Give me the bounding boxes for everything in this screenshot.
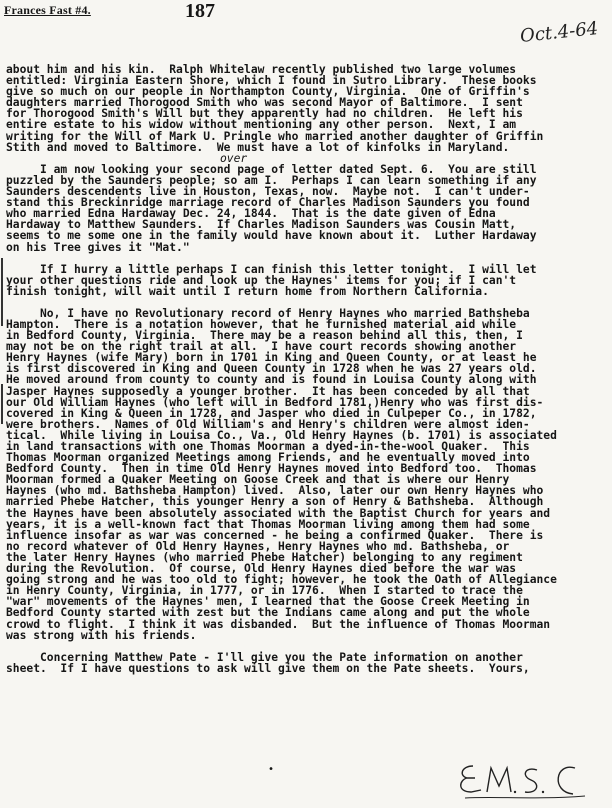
signature-initials <box>455 756 590 802</box>
letter-line: Hardaway to Matthew Saunders. If Charles Madison Saunders was Cousin Matt, <box>6 218 517 232</box>
letter-line: tical. While living in Louisa Co., Va., Old Henry Haynes (b. 1701) is associated <box>6 428 557 442</box>
page-number: 187 <box>185 0 215 22</box>
letter-line: entitled: Virginia Eastern Shore, which I found in Sutro Library. These books <box>6 74 537 88</box>
letter-line: puzzled by the Saunders people; so am I. Perhaps I can learn something if any <box>6 173 537 187</box>
letter-line: no record whatever of Old Henry Haynes, Henry Haynes who md. Bathsheba, or <box>6 539 510 553</box>
margin-mark <box>1 258 3 326</box>
letter-line: He moved around from county to county and is found in Louisa County along with <box>6 373 537 387</box>
letter-line: who married Edna Hardaway Dec. 24, 1844. That is the date given of Edna <box>6 207 496 221</box>
letter-line: If I hurry a little perhaps I can finish this letter tonight. I will let <box>6 262 537 276</box>
letter-line: give so much on our people in Northampton County, Virginia. One of Griffin's <box>6 85 530 99</box>
letter-line: about him and his kin. Ralph Whitelaw recently published two large volumes <box>6 63 517 76</box>
letter-line: Stith and moved to Baltimore. We must have a lot of kinfolks in Maryland. <box>6 140 510 154</box>
letter-line: daughters married Thorogood Smith who was second Mayor of Baltimore. I sent <box>6 96 523 110</box>
letter-line: influence insofar as war was concerned - he being a confirmed Quaker. There is <box>6 528 544 542</box>
letter-line: Concerning Matthew Pate - I'll give you the Pate information on another <box>6 650 523 664</box>
letter-line: I am now looking your second page of letter dated Sept. 6. You are still <box>6 162 537 176</box>
letter-line: on his Tree gives it "Mat." <box>6 240 190 254</box>
letter-line: finish tonight, will wait until I return home from Northern California. <box>6 284 489 298</box>
over-note: over <box>220 151 248 165</box>
letter-line: entire estate to his widow without mentioning any other person. Next, I am <box>6 118 517 132</box>
letter-line: the later Henry Haynes (who married Phebe Hatcher) belonging to any regiment <box>6 550 523 564</box>
letter-line: Moorman formed a Quaker Meeting on Goose Creek and that is where our Henry <box>6 473 510 487</box>
handwritten-date: Oct.4-64 <box>519 17 600 48</box>
letter-line: Bedford County. Then in time Old Henry Haynes moved into Bedford too. Thomas <box>6 462 537 476</box>
letter-paragraph <box>6 264 608 297</box>
letter-line: married Phebe Hatcher, this younger Henry a son of Henry & Bathsheba. Although <box>6 495 544 509</box>
letter-line: Thomas Moorman organized Meetings among Friends, and he eventually moved into <box>6 451 530 465</box>
letter-line: for Thorogood Smith's Will but they apparently had no children. He left his <box>6 107 523 121</box>
letter-paragraph <box>6 652 608 674</box>
letter-line: during the Revolution. Of course, Old Henry Haynes died before the war was <box>6 562 517 576</box>
letter-line: were brothers. Names of Old William's and Henry's children were almost iden- <box>6 417 530 431</box>
header-title: Frances Fast #4. <box>4 3 91 17</box>
letter-line: Hampton. There is a notation however, that he furnished material aid while <box>6 317 517 331</box>
letter-line: stand this Breckinridge marriage record of Charles Madison Saunders you found <box>6 196 530 210</box>
letter-line: covered in King & Queen in 1728, and Jasper who died in Culpeper Co., in 1782, <box>6 406 537 420</box>
ink-mark: • <box>268 764 275 775</box>
letter-line: years, it is a well-known fact that Thomas Moorman living among them had some <box>6 517 530 531</box>
letter-paragraph <box>6 153 608 253</box>
letter-line: going strong and he was too old to fight; however, he took the Oath of Allegiance <box>6 573 557 587</box>
margin-mark <box>1 384 3 424</box>
letter-line: Haynes (who md. Bathsheba Hampton) lived. Also, later our own Henry Haynes who <box>6 484 544 498</box>
letter-body <box>6 64 608 674</box>
letter-line: in Bedford County, Virginia. There may be a reason behind all this, then, I <box>6 329 523 343</box>
letter-line: your other questions ride and look up the Haynes' items for you; if I can't <box>6 273 517 287</box>
letter-paragraph <box>6 64 608 153</box>
letter-line: the Haynes have been absolutely associated with the Baptist Church for years and <box>6 506 551 520</box>
letter-line: in land transactions with one Thomas Moorman a dyed-in-the-wool Quaker. This <box>6 440 530 453</box>
letter-line: writing for the Will of Mark U. Pringle who married another daughter of Griffin <box>6 129 544 143</box>
letter-line: "war" movements of the Haynes' men, I learned that the Goose Creek Meeting in <box>6 595 530 609</box>
letter-line: is first discovered in King and Queen County in 1728 when he was 27 years old. <box>6 362 537 376</box>
letter-line: in Henry County, Virginia, in 1777, or in 1776. When I started to trace the <box>6 584 523 598</box>
letter-line: No, I have no Revolutionary record of Henry Haynes who married Bathsheba <box>6 306 530 320</box>
letter-line: crowd to flight. I think it was disbanded. But the influence of Thomas Moorman <box>6 617 551 631</box>
letter-line: sheet. If I have questions to ask will give them on the Pate sheets. Yours, <box>6 661 530 675</box>
letter-line: may not be on the right trail at all. I have court records showing another <box>6 340 517 354</box>
letter-line: Bedford County started with zest but the Indians came along and put the whole <box>6 606 530 620</box>
letter-paragraph <box>6 308 608 641</box>
letter-line: Jasper Haynes supposedly a younger brother. It has been conceded by all that <box>6 384 530 398</box>
letter-line: was strong with his friends. <box>6 628 197 642</box>
letter-line: Henry Haynes (wife Mary) born in 1701 in King and Queen County, or at least he <box>6 351 537 365</box>
letter-line: our Old William Haynes (who left will in Bedford 1781,)Henry who was first dis- <box>6 395 544 409</box>
letter-line: seems to me some one in the family would have known about it. Luther Hardaway <box>6 229 537 243</box>
letter-line: Saunders descendents live in Houston, Texas, now. Maybe not. I can't under- <box>6 185 530 199</box>
